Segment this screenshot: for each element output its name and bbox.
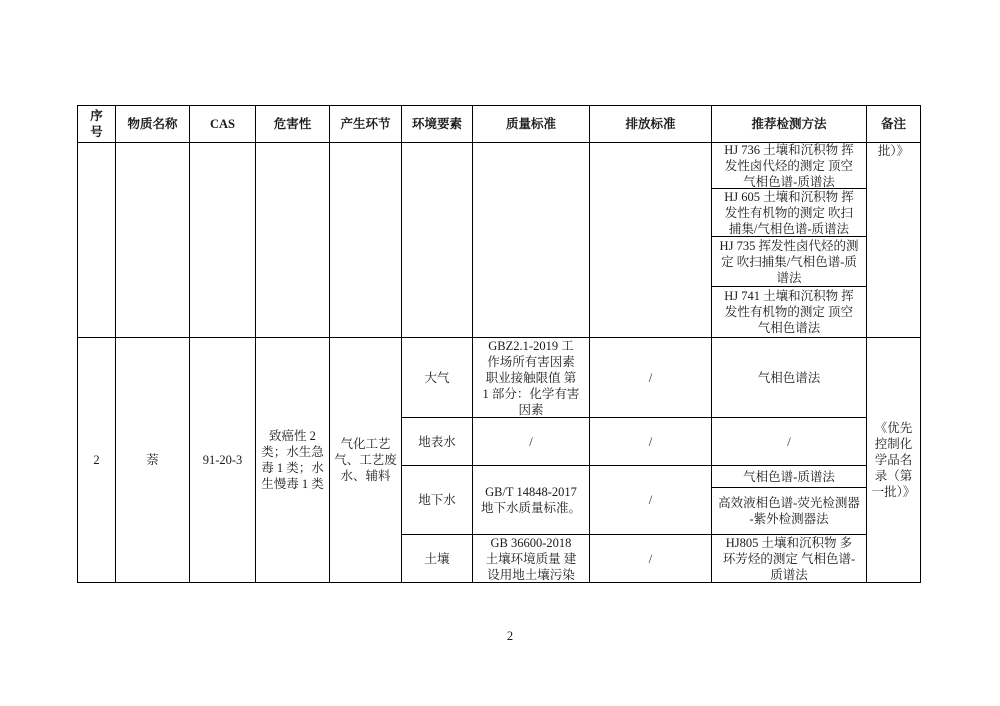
method-text: HJ 605 土壤和沉积物 挥 发性有机物的测定 吹扫 捕集/气相色谱-质谱法 — [724, 189, 854, 236]
soil-emission-standard-cell — [590, 535, 712, 583]
continued-method-cell — [712, 189, 867, 237]
row2-remark-cell — [867, 338, 921, 583]
continued-index-cell — [78, 143, 116, 338]
method-text: 气相色谱-质谱法 — [743, 469, 835, 484]
row2-stage-cell — [330, 338, 402, 583]
header-emission-standard-label: 排放标准 — [625, 117, 676, 131]
continued-remark-cell — [867, 143, 921, 338]
medium-name: 地表水 — [418, 434, 456, 449]
surface-water-method-cell — [712, 418, 867, 466]
header-emission-standard-cell — [590, 106, 712, 143]
continued-stage-cell — [330, 143, 402, 338]
continued-hazard-cell — [256, 143, 330, 338]
method-text: HJ805 土壤和沉积物 多 环芳烃的测定 气相色谱- 质谱法 — [722, 535, 856, 582]
header-quality-standard-cell — [473, 106, 590, 143]
header-substance-label: 物质名称 — [127, 117, 178, 131]
page-number: 2 — [506, 629, 514, 643]
surface-water-emission-standard-cell — [590, 418, 712, 466]
header-hazard-cell — [256, 106, 330, 143]
continued-emission-standard-cell — [590, 143, 712, 338]
groundwater-method-cell — [712, 466, 867, 488]
air-method-cell — [712, 338, 867, 418]
row2-cas-cell — [190, 338, 256, 583]
header-method-cell — [712, 106, 867, 143]
air-emission-standard-cell — [590, 338, 712, 418]
stage-text: 气化工艺 气、工艺废 水、辅料 — [334, 437, 397, 483]
header-stage-cell — [330, 106, 402, 143]
medium-name: 土壤 — [424, 551, 450, 566]
header-remark-label: 备注 — [880, 117, 906, 131]
surface-water-quality-standard-cell — [473, 418, 590, 466]
medium-groundwater-cell — [402, 466, 473, 535]
continued-method-cell — [712, 287, 867, 338]
air-quality-standard-cell — [473, 338, 590, 418]
row2-hazard-cell — [256, 338, 330, 583]
substance-name: 萘 — [146, 453, 159, 467]
remark-text: 批）》 — [877, 144, 910, 158]
continued-method-cell — [712, 143, 867, 189]
emission-standard-text: / — [648, 551, 653, 566]
quality-standard-text: GB/T 14848-2017 地下水质量标准。 — [480, 485, 581, 515]
quality-standard-text: GBZ2.1-2019 工 作场所有害因素 职业接触限值 第 1 部分：化学有害 因素 — [482, 338, 580, 417]
emission-standard-text: / — [648, 370, 653, 385]
medium-soil-cell — [402, 535, 473, 583]
method-text: HJ 735 挥发性卤代烃的测 定 吹扫捕集/气相色谱-质 谱法 — [719, 238, 859, 285]
header-stage-label: 产生环节 — [340, 117, 391, 131]
soil-method-cell — [712, 535, 867, 583]
method-text: HJ 736 土壤和沉积物 挥 发性卤代烃的测定 顶空 气相色谱-质谱法 — [724, 142, 854, 189]
header-cas-cell — [190, 106, 256, 143]
soil-quality-standard-cell — [473, 535, 590, 583]
medium-name: 地下水 — [418, 493, 456, 507]
groundwater-emission-standard-cell — [590, 466, 712, 535]
method-text: HJ 741 土壤和沉积物 挥 发性有机物的测定 顶空 气相色谱法 — [724, 289, 854, 335]
groundwater-quality-standard-cell — [473, 466, 590, 535]
row-index: 2 — [93, 453, 100, 467]
method-text: 气相色谱法 — [757, 370, 821, 385]
cas-number: 91-20-3 — [202, 453, 243, 467]
header-index-cell — [78, 106, 116, 143]
header-index-label: 序 号 — [90, 109, 103, 139]
quality-standard-text: GB 36600-2018 土壤环境质量 建 设用地土壤污染 — [485, 535, 577, 582]
continued-method-cell — [712, 237, 867, 287]
medium-surface-water-cell — [402, 418, 473, 466]
header-substance-cell — [116, 106, 190, 143]
hazard-text: 致癌性 2 类；水生急 毒 1 类；水 生慢毒 1 类 — [261, 429, 324, 491]
quality-standard-text: / — [529, 434, 533, 449]
header-remark-cell — [867, 106, 921, 143]
emission-standard-text: / — [648, 434, 653, 449]
continued-cas-cell — [190, 143, 256, 338]
row2-substance-cell — [116, 338, 190, 583]
header-medium-cell — [402, 106, 473, 143]
header-medium-label: 环境要素 — [411, 117, 462, 131]
header-cas-label: CAS — [209, 117, 235, 131]
header-hazard-label: 危害性 — [273, 117, 312, 131]
method-text: / — [787, 434, 791, 449]
emission-standard-text: / — [648, 493, 653, 507]
medium-name: 大气 — [424, 370, 450, 385]
header-method-label: 推荐检测方法 — [751, 117, 827, 131]
header-quality-standard-label: 质量标准 — [505, 117, 556, 131]
remark-text: 《优先 控制化 学品名 录（第 一批）》 — [871, 421, 916, 499]
method-text: 高效液相色谱-荧光检测器 -紫外检测器法 — [718, 496, 860, 526]
row2-index-cell — [78, 338, 116, 583]
medium-air-cell — [402, 338, 473, 418]
substance-table — [77, 105, 921, 583]
continued-quality-standard-cell — [473, 143, 590, 338]
groundwater-method-cell — [712, 488, 867, 535]
continued-substance-cell — [116, 143, 190, 338]
continued-medium-cell — [402, 143, 473, 338]
